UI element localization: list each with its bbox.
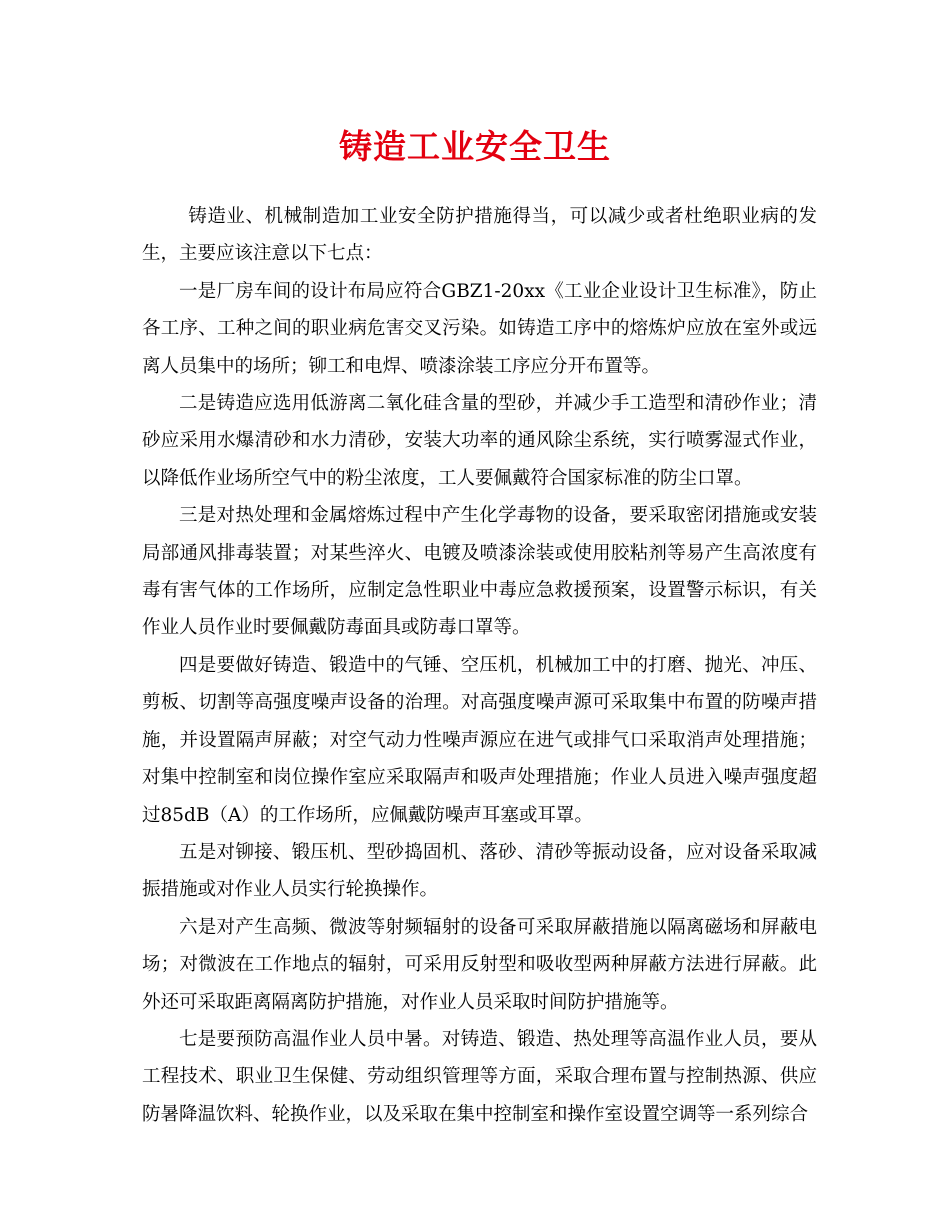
paragraph-point-1: 一是厂房车间的设计布局应符合GBZ1-20xx《工业企业设计卫生标准》，防止各工序、工种之间的职业病危害交叉污染。如铸造工序中的熔炼炉应放在室外或远离人员集中的场所；铆工和电焊、喷漆涂装工序应分开布置等。	[142, 280, 817, 377]
paragraph-intro: 铸造业、机械制造加工业安全防护措施得当，可以减少或者杜绝职业病的发生，主要应该注意以下七点：	[142, 206, 817, 265]
paragraph-point-3: 三是对热处理和金属熔炼过程中产生化学毒物的设备，要采取密闭措施或安装局部通风排毒装置；对某些淬火、电镀及喷漆涂装或使用胶粘剂等易产生高浓度有毒有害气体的工作场所，应制定急性职业中毒应急救援预案，设置警示标识，有关作业人员作业时要佩戴防毒面具或防毒口罩等。	[142, 505, 817, 639]
paragraph-point-6: 六是对产生高频、微波等射频辐射的设备可采取屏蔽措施以隔离磁场和屏蔽电场；对微波在工作地点的辐射，可采用反射型和吸收型两种屏蔽方法进行屏蔽。此外还可采取距离隔离防护措施，对作业人员采取时间防护措施等。	[142, 916, 817, 1013]
paragraph-point-7: 七是要预防高温作业人员中暑。对铸造、锻造、热处理等高温作业人员，要从工程技术、职业卫生保健、劳动组织管理等方面，采取合理布置与控制热源、供应防暑降温饮料、轮换作业，以及采取在集中控制室和操作室设置空调等一系列综合	[142, 1028, 817, 1125]
paragraph-point-2: 二是铸造应选用低游离二氧化硅含量的型砂，并减少手工造型和清砂作业；清砂应采用水爆清砂和水力清砂，安装大功率的通风除尘系统，实行喷雾湿式作业，以降低作业场所空气中的粉尘浓度，工人要佩戴符合国家标准的防尘口罩。	[142, 393, 817, 489]
paragraph-point-5: 五是对铆接、锻压机、型砂捣固机、落砂、清砂等振动设备，应对设备采取减振措施或对作业人员实行轮换操作。	[142, 841, 817, 901]
paragraph-point-4: 四是要做好铸造、锻造中的气锤、空压机，机械加工中的打磨、抛光、冲压、剪板、切割等高强度噪声设备的治理。对高强度噪声源可采取集中布置的防噪声措施，并设置隔声屏蔽；对空气动力性噪声源应在进气或排气口采取消声处理措施；对集中控制室和岗位操作室应采取隔声和吸声处理措施；作业人员进入噪声强度超过85dB（A）的工作场所，应佩戴防噪声耳塞或耳罩。	[142, 654, 817, 826]
document-body	[142, 198, 817, 1133]
document-title: 铸造工业安全卫生	[339, 127, 611, 166]
